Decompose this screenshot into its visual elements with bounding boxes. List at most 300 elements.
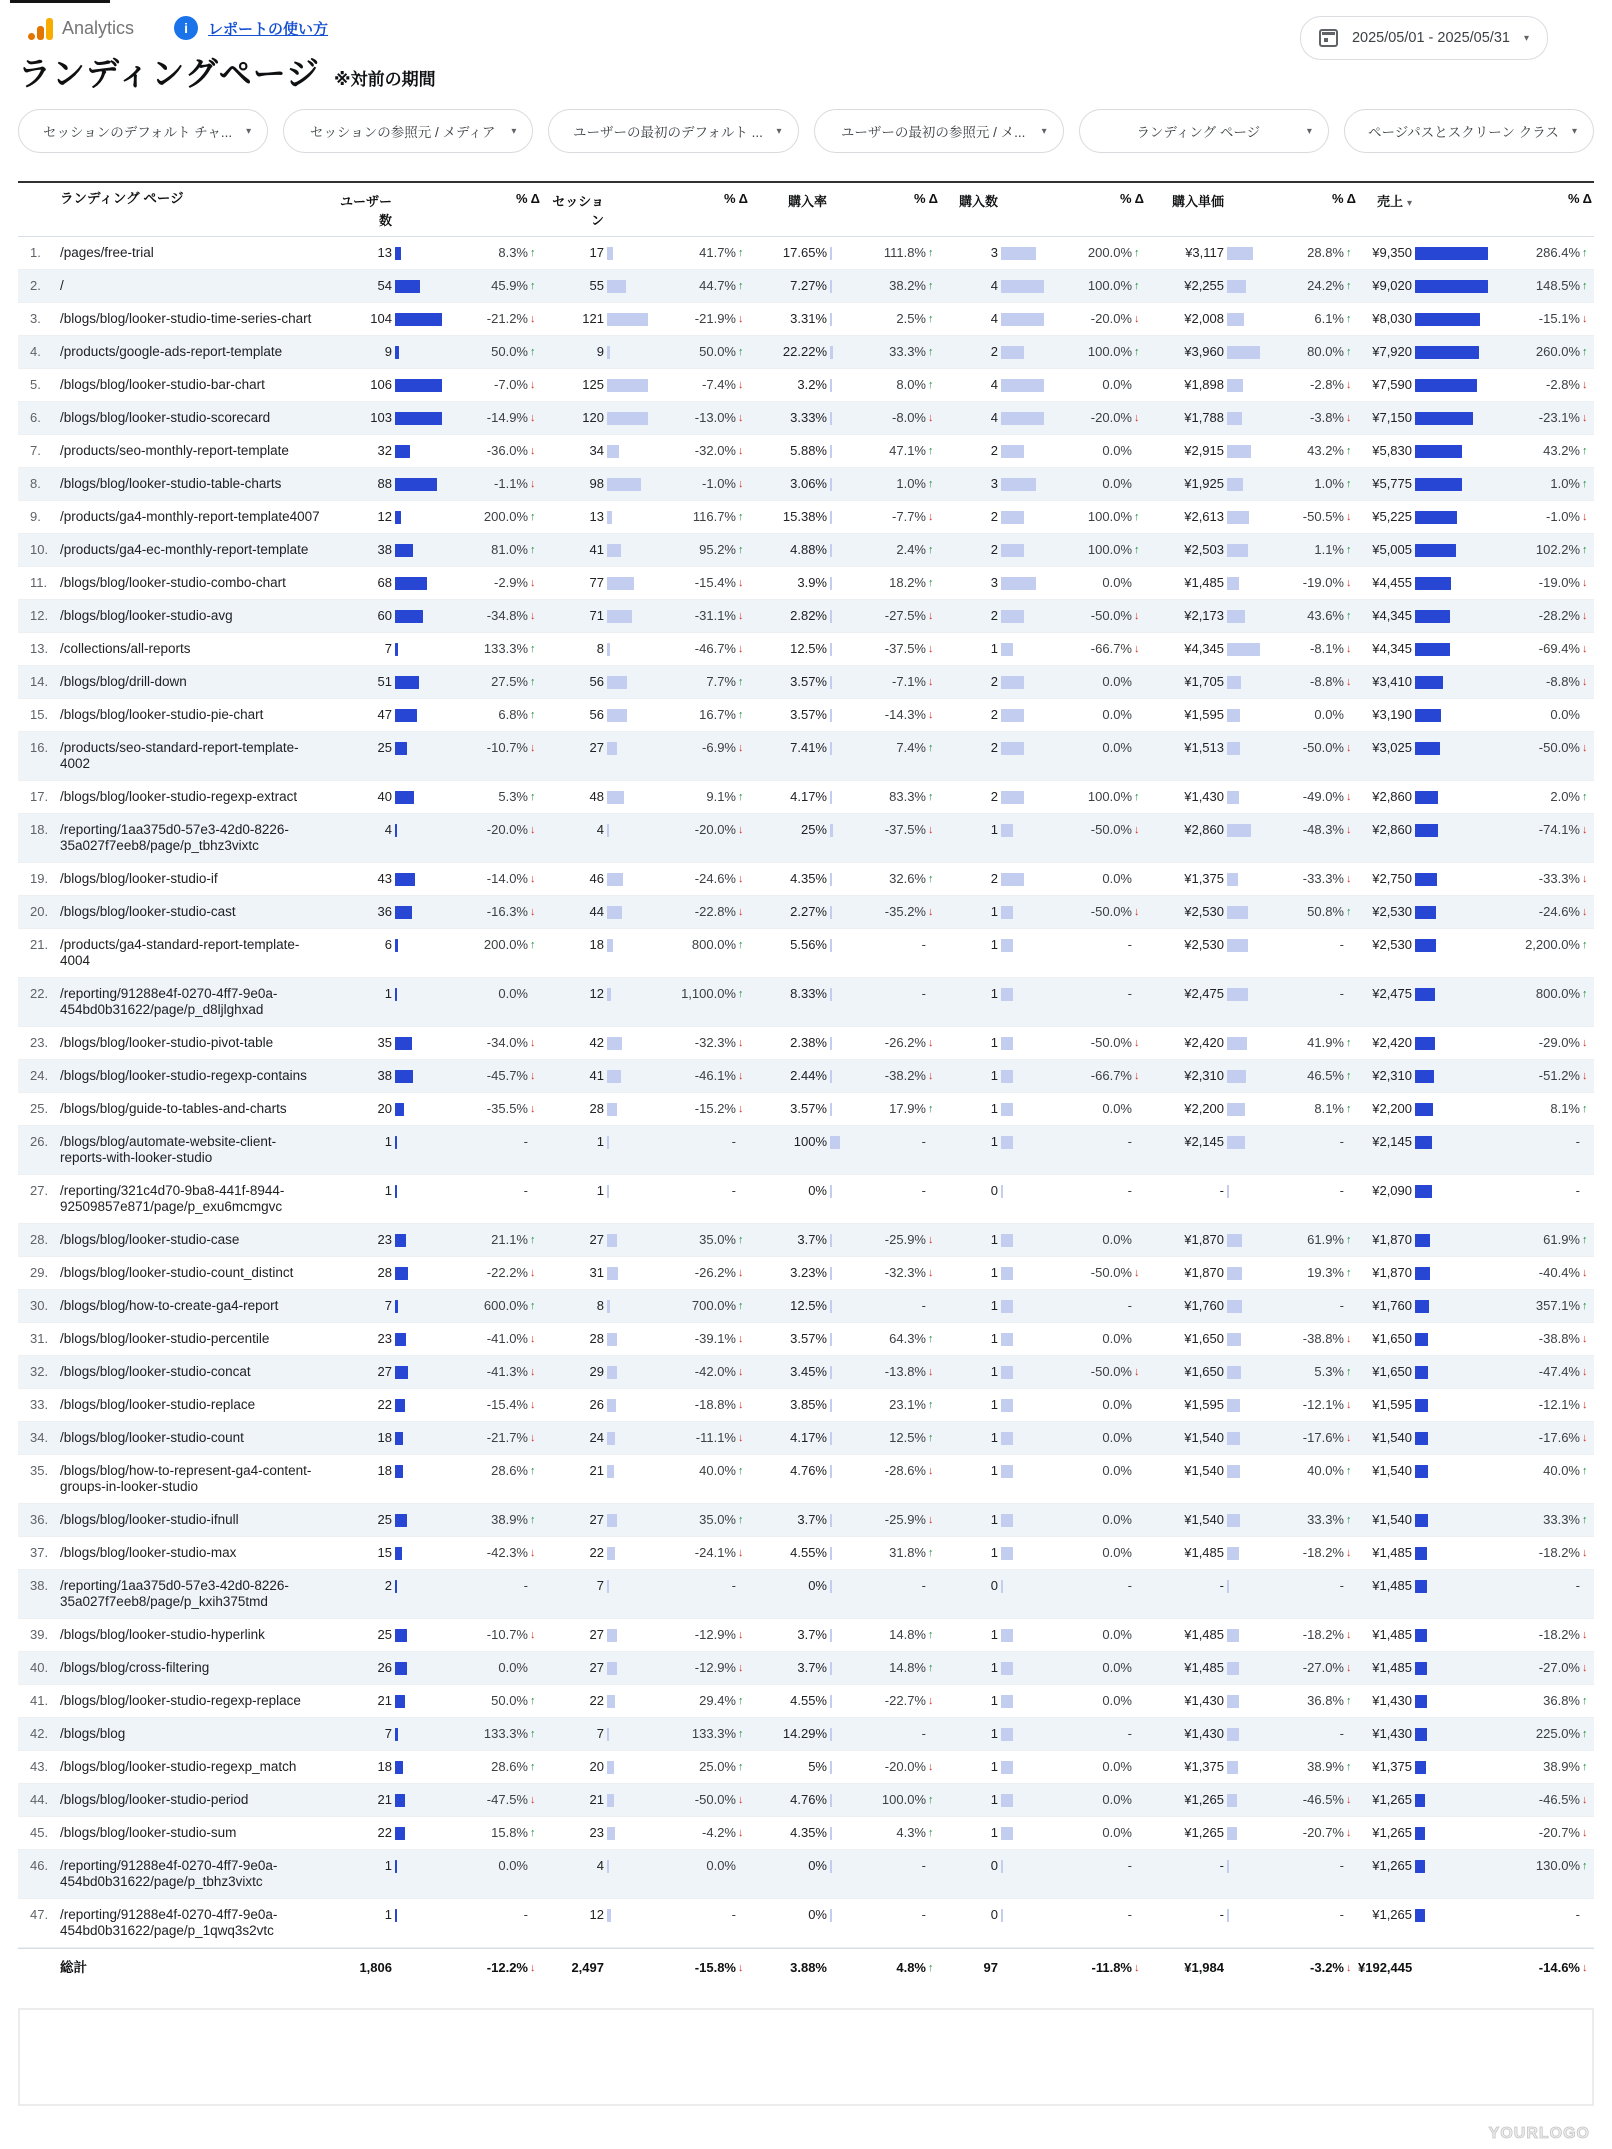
- users-delta-cell: -36.0% ↓: [442, 443, 542, 459]
- purchase-rate-delta-cell: 83.3% ↑: [840, 789, 940, 805]
- row-index: 31.: [30, 1331, 49, 1346]
- revenue-delta-cell: -15.1% ↓: [1488, 311, 1594, 327]
- value-bar: [1415, 280, 1488, 293]
- revenue-delta-cell: -12.1% ↓: [1488, 1397, 1594, 1413]
- down-arrow-icon: ↓: [530, 1366, 536, 1378]
- value-bar: [1001, 709, 1024, 722]
- up-arrow-icon: ↑: [530, 1695, 536, 1707]
- purchase-count-cell: 0: [940, 1907, 1044, 1923]
- value-bar: [1227, 1300, 1242, 1313]
- down-arrow-icon: ↓: [928, 1465, 934, 1477]
- revenue-delta-cell: -47.4% ↓: [1488, 1364, 1594, 1380]
- purchase-rate-delta-cell: 38.2% ↑: [840, 278, 940, 294]
- down-arrow-icon: ↓: [1582, 742, 1588, 754]
- down-arrow-icon: ↓: [1582, 1662, 1588, 1674]
- down-arrow-icon: ↓: [1346, 873, 1352, 885]
- revenue-delta-cell: 61.9% ↑: [1488, 1232, 1594, 1248]
- table-row: [18, 1570, 1594, 1619]
- purchase-rate-cell: 3.33%: [750, 410, 840, 426]
- purchase-count-cell: 1: [940, 1298, 1044, 1314]
- down-arrow-icon: ↓: [738, 1070, 744, 1082]
- value-bar: [607, 1037, 622, 1050]
- purchase-unit-price-delta-cell: -20.7% ↓: [1260, 1825, 1358, 1841]
- value-bar: [1415, 873, 1437, 886]
- down-arrow-icon: ↓: [530, 1070, 536, 1082]
- purchase-unit-price-cell: -: [1146, 1907, 1260, 1923]
- sessions-delta-cell: 41.7% ↑: [648, 245, 750, 261]
- value-bar: [607, 1366, 617, 1379]
- landing-page-cell: /blogs/blog/looker-studio-pivot-table: [60, 1035, 274, 1050]
- down-arrow-icon: ↓: [1582, 379, 1588, 391]
- table-row: [18, 1126, 1594, 1175]
- down-arrow-icon: ↓: [530, 906, 536, 918]
- down-arrow-icon: ↓: [738, 873, 744, 885]
- col-revenue[interactable]: 売上 ▾: [1376, 194, 1412, 209]
- purchase-unit-price-delta-cell: -: [1339, 937, 1344, 952]
- value-bar: [607, 1103, 617, 1116]
- purchase-unit-price-cell: ¥1,540: [1146, 1463, 1260, 1479]
- down-arrow-icon: ↓: [738, 1399, 744, 1411]
- purchase-rate-cell: 3.57%: [750, 1101, 840, 1117]
- down-arrow-icon: ↓: [1582, 1629, 1588, 1641]
- table-row: [18, 814, 1594, 863]
- down-arrow-icon: ↓: [928, 412, 934, 424]
- value-bar: [1227, 1333, 1241, 1346]
- filter-chip-1[interactable]: [283, 109, 533, 153]
- purchase-unit-price-cell: ¥2,613: [1146, 509, 1260, 525]
- purchase-count-cell: 1: [940, 641, 1044, 657]
- table-row: [18, 929, 1594, 978]
- value-bar: [1001, 1366, 1013, 1379]
- value-bar: [1227, 791, 1239, 804]
- revenue-delta-cell: 36.8% ↑: [1488, 1693, 1594, 1709]
- col-sessions-delta[interactable]: % Δ: [723, 191, 748, 206]
- down-arrow-icon: ↓: [530, 379, 536, 391]
- total-label: 総計: [60, 1960, 87, 1975]
- value-bar: [830, 1300, 832, 1313]
- purchase-count-cell: 1: [940, 986, 1044, 1002]
- up-arrow-icon: ↑: [1346, 1761, 1352, 1773]
- purchase-count-cell: 1: [940, 1265, 1044, 1281]
- value-bar: [1001, 1695, 1013, 1708]
- value-bar: [1001, 988, 1013, 1001]
- sessions-cell: 125: [542, 377, 648, 393]
- col-revenue-delta[interactable]: % Δ: [1567, 191, 1592, 206]
- value-bar: [830, 1860, 832, 1873]
- value-bar: [1415, 346, 1479, 359]
- purchase-rate-delta-cell: -25.9% ↓: [840, 1512, 940, 1528]
- value-bar: [607, 544, 621, 557]
- down-arrow-icon: ↓: [530, 824, 536, 836]
- filter-chip-3[interactable]: [814, 109, 1064, 153]
- up-arrow-icon: ↑: [1582, 1234, 1588, 1246]
- purchase-count-delta-cell: 0.0%: [1102, 871, 1132, 886]
- value-bar: [395, 1234, 406, 1247]
- value-bar: [1415, 445, 1462, 458]
- down-arrow-icon: ↓: [1134, 1037, 1140, 1049]
- value-bar: [830, 577, 832, 590]
- sessions-delta-cell: -18.8% ↓: [648, 1397, 750, 1413]
- purchase-count-cell: 1: [940, 1660, 1044, 1676]
- revenue-cell: ¥1,540: [1358, 1430, 1488, 1446]
- value-bar: [1001, 610, 1024, 623]
- revenue-cell: ¥7,590: [1358, 377, 1488, 393]
- purchase-count-delta-cell: 100.0% ↑: [1044, 542, 1146, 558]
- purchase-unit-price-delta-cell: 41.9% ↑: [1260, 1035, 1358, 1051]
- sessions-delta-cell: 0.0%: [706, 1858, 736, 1873]
- row-index: 22.: [30, 986, 49, 1001]
- up-arrow-icon: ↑: [1582, 1860, 1588, 1872]
- col-purchase-rate-delta[interactable]: % Δ: [913, 191, 938, 206]
- users-cell: 22: [332, 1397, 442, 1413]
- users-delta-cell: -10.7% ↓: [442, 1627, 542, 1643]
- row-index: 39.: [30, 1627, 49, 1642]
- down-arrow-icon: ↓: [1346, 1547, 1352, 1559]
- purchase-count-cell: 2: [940, 674, 1044, 690]
- row-index: 47.: [30, 1907, 49, 1922]
- purchase-rate-delta-cell: -25.9% ↓: [840, 1232, 940, 1248]
- page-subtitle: ※対前の期間: [334, 70, 436, 89]
- col-users-delta[interactable]: % Δ: [515, 191, 540, 206]
- up-arrow-icon: ↑: [1346, 313, 1352, 325]
- filter-chip-0[interactable]: [18, 109, 268, 153]
- up-arrow-icon: ↑: [928, 1103, 934, 1115]
- purchase-unit-price-cell: ¥1,265: [1146, 1792, 1260, 1808]
- revenue-cell: ¥1,485: [1358, 1660, 1488, 1676]
- down-arrow-icon: ↓: [1346, 676, 1352, 688]
- value-bar: [1415, 643, 1450, 656]
- table-row: [18, 501, 1594, 534]
- revenue-delta-cell: 225.0% ↑: [1488, 1726, 1594, 1742]
- down-arrow-icon: ↓: [928, 906, 934, 918]
- col-users[interactable]: ユーザー数: [339, 194, 392, 228]
- value-bar: [1001, 511, 1024, 524]
- up-arrow-icon: ↑: [1346, 1070, 1352, 1082]
- landing-page-cell: /blogs/blog/drill-down: [60, 674, 187, 689]
- users-delta-cell: 0.0%: [498, 986, 528, 1001]
- value-bar: [1227, 1580, 1229, 1593]
- purchase-unit-price-delta-cell: 36.8% ↑: [1260, 1693, 1358, 1709]
- up-arrow-icon: ↑: [738, 511, 744, 523]
- users-cell: 2: [332, 1578, 442, 1594]
- purchase-count-cell: 0: [940, 1578, 1044, 1594]
- purchase-rate-cell: 3.31%: [750, 311, 840, 327]
- col-landing-page[interactable]: ランディング ページ: [60, 191, 184, 206]
- purchase-unit-price-cell: ¥2,503: [1146, 542, 1260, 558]
- purchase-count-cell: 1: [940, 904, 1044, 920]
- purchase-rate-cell: 4.76%: [750, 1792, 840, 1808]
- filter-chip-2[interactable]: [548, 109, 798, 153]
- value-bar: [607, 1728, 609, 1741]
- row-index: 24.: [30, 1068, 49, 1083]
- users-cell: 23: [332, 1232, 442, 1248]
- value-bar: [830, 988, 832, 1001]
- filter-chip-5[interactable]: [1344, 109, 1594, 153]
- value-bar: [607, 346, 610, 359]
- revenue-delta-cell: 286.4% ↑: [1488, 245, 1594, 261]
- sessions-cell: 42: [542, 1035, 648, 1051]
- sessions-cell: 27: [542, 1627, 648, 1643]
- up-arrow-icon: ↑: [1582, 1761, 1588, 1773]
- users-cell: 15: [332, 1545, 442, 1561]
- down-arrow-icon: ↓: [928, 1695, 934, 1707]
- sessions-cell: 27: [542, 1660, 648, 1676]
- sessions-delta-cell: -42.0% ↓: [648, 1364, 750, 1380]
- value-bar: [1001, 1432, 1013, 1445]
- purchase-count-cell: 1: [940, 1726, 1044, 1742]
- value-bar: [830, 1136, 840, 1149]
- purchase-rate-delta-cell: 2.4% ↑: [840, 542, 940, 558]
- sessions-delta-cell: -13.0% ↓: [648, 410, 750, 426]
- purchase-rate-delta-cell: -22.7% ↓: [840, 1693, 940, 1709]
- purchase-rate-delta-cell: 31.8% ↑: [840, 1545, 940, 1561]
- purchase-count-cell: 1: [940, 1068, 1044, 1084]
- users-delta-cell: -12.2% ↓: [442, 1960, 542, 1976]
- report-help-link[interactable]: レポートの使い方: [208, 20, 329, 38]
- users-cell: 26: [332, 1660, 442, 1676]
- up-arrow-icon: ↑: [928, 791, 934, 803]
- purchase-count-delta-cell: -66.7% ↓: [1044, 641, 1146, 657]
- purchase-rate-cell: 3.7%: [750, 1660, 840, 1676]
- down-arrow-icon: ↓: [530, 577, 536, 589]
- down-arrow-icon: ↓: [530, 1267, 536, 1279]
- value-bar: [607, 1695, 615, 1708]
- revenue-cell: ¥7,150: [1358, 410, 1488, 426]
- value-bar: [607, 824, 609, 837]
- col-purchase-count-delta[interactable]: % Δ: [1119, 191, 1144, 206]
- value-bar: [830, 1827, 832, 1840]
- revenue-cell: ¥5,225: [1358, 509, 1488, 525]
- purchase-unit-price-delta-cell: -50.5% ↓: [1260, 509, 1358, 525]
- purchase-count-cell: 2: [940, 789, 1044, 805]
- col-purchase-unit-price[interactable]: 購入単価: [1171, 194, 1224, 209]
- filter-chip-label: セッションのデフォルト チャ...: [42, 125, 233, 140]
- purchase-rate-delta-cell: 4.3% ↑: [840, 1825, 940, 1841]
- up-arrow-icon: ↑: [530, 511, 536, 523]
- users-delta-cell: -34.8% ↓: [442, 608, 542, 624]
- sessions-cell: 8: [542, 1298, 648, 1314]
- revenue-delta-cell: -17.6% ↓: [1488, 1430, 1594, 1446]
- down-arrow-icon: ↓: [738, 643, 744, 655]
- value-bar: [1227, 1185, 1229, 1198]
- landing-page-cell: /blogs/blog/looker-studio-percentile: [60, 1331, 270, 1346]
- users-cell: 106: [332, 377, 442, 393]
- landing-page-cell: /reporting/321c4d70-9ba8-441f-8944-92509857e871/page/p_exu6mcmgvc: [60, 1183, 285, 1214]
- value-bar: [830, 742, 832, 755]
- value-bar: [830, 346, 833, 359]
- col-purchase-count[interactable]: 購入数: [958, 194, 998, 209]
- value-bar: [1415, 478, 1462, 491]
- users-delta-cell: -47.5% ↓: [442, 1792, 542, 1808]
- purchase-unit-price-delta-cell: 40.0% ↑: [1260, 1463, 1358, 1479]
- sessions-delta-cell: -: [731, 1134, 736, 1149]
- up-arrow-icon: ↑: [928, 1547, 934, 1559]
- value-bar: [830, 1728, 832, 1741]
- col-purchase-rate[interactable]: 購入率: [787, 194, 827, 209]
- down-arrow-icon: ↓: [1346, 824, 1352, 836]
- down-arrow-icon: ↓: [1346, 511, 1352, 523]
- sessions-delta-cell: -4.2% ↓: [648, 1825, 750, 1841]
- sessions-delta-cell: -12.9% ↓: [648, 1627, 750, 1643]
- value-bar: [830, 1580, 832, 1593]
- up-arrow-icon: ↑: [738, 791, 744, 803]
- landing-page-cell: /blogs/blog/looker-studio-regexp_match: [60, 1759, 297, 1774]
- value-bar: [1415, 1629, 1427, 1642]
- purchase-rate-delta-cell: 23.1% ↑: [840, 1397, 940, 1413]
- value-bar: [1001, 1728, 1013, 1741]
- landing-page-cell: /products/seo-monthly-report-template: [60, 443, 289, 458]
- purchase-count-cell: 2: [940, 542, 1044, 558]
- purchase-rate-delta-cell: 111.8% ↑: [840, 245, 940, 261]
- up-arrow-icon: ↑: [1346, 610, 1352, 622]
- value-bar: [607, 1794, 614, 1807]
- value-bar: [1415, 1399, 1428, 1412]
- value-bar: [607, 1399, 616, 1412]
- landing-page-cell: /products/seo-standard-report-template-4002: [60, 740, 299, 771]
- revenue-delta-cell: 102.2% ↑: [1488, 542, 1594, 558]
- revenue-cell: ¥1,870: [1358, 1232, 1488, 1248]
- purchase-rate-cell: 5.56%: [750, 937, 840, 953]
- up-arrow-icon: ↑: [928, 346, 934, 358]
- down-arrow-icon: ↓: [928, 1234, 934, 1246]
- filter-chip-4[interactable]: [1079, 109, 1329, 153]
- value-bar: [1001, 544, 1024, 557]
- value-bar: [1415, 379, 1477, 392]
- users-delta-cell: -: [523, 1578, 528, 1593]
- purchase-unit-price-cell: -: [1146, 1183, 1260, 1199]
- up-arrow-icon: ↑: [1134, 280, 1140, 292]
- value-bar: [1415, 1728, 1427, 1741]
- row-index: 26.: [30, 1134, 49, 1149]
- purchase-unit-price-delta-cell: -18.2% ↓: [1260, 1545, 1358, 1561]
- value-bar: [830, 445, 832, 458]
- purchase-unit-price-cell: ¥2,915: [1146, 443, 1260, 459]
- purchase-unit-price-cell: ¥1,485: [1146, 1660, 1260, 1676]
- sessions-delta-cell: -22.8% ↓: [648, 904, 750, 920]
- value-bar: [1227, 1432, 1240, 1445]
- purchase-rate-cell: 3.7%: [750, 1627, 840, 1643]
- purchase-unit-price-cell: ¥1,485: [1146, 1627, 1260, 1643]
- purchase-count-delta-cell: -: [1127, 937, 1132, 952]
- row-index: 9.: [30, 509, 41, 524]
- purchase-count-cell: 1: [940, 1545, 1044, 1561]
- sessions-cell: 41: [542, 542, 648, 558]
- down-arrow-icon: ↓: [738, 824, 744, 836]
- revenue-delta-cell: -2.8% ↓: [1488, 377, 1594, 393]
- revenue-cell: ¥4,345: [1358, 641, 1488, 657]
- down-arrow-icon: ↓: [738, 412, 744, 424]
- table-row: [18, 1422, 1594, 1455]
- down-arrow-icon: ↓: [1134, 610, 1140, 622]
- value-bar: [607, 906, 622, 919]
- purchase-rate-cell: 3.57%: [750, 707, 840, 723]
- purchase-count-cell: 1: [940, 1134, 1044, 1150]
- purchase-unit-price-cell: ¥1,705: [1146, 674, 1260, 690]
- purchase-count-cell: 1: [940, 1792, 1044, 1808]
- users-cell: 22: [332, 1825, 442, 1841]
- purchase-rate-cell: 5.88%: [750, 443, 840, 459]
- purchase-unit-price-delta-cell: -2.8% ↓: [1260, 377, 1358, 393]
- value-bar: [1001, 1037, 1013, 1050]
- down-arrow-icon: ↓: [738, 1366, 744, 1378]
- purchase-rate-delta-cell: -: [921, 1726, 926, 1741]
- col-purchase-unit-price-delta[interactable]: % Δ: [1331, 191, 1356, 206]
- purchase-rate-delta-cell: -38.2% ↓: [840, 1068, 940, 1084]
- down-arrow-icon: ↓: [1346, 1794, 1352, 1806]
- users-cell: 88: [332, 476, 442, 492]
- users-delta-cell: 15.8% ↑: [442, 1825, 542, 1841]
- purchase-rate-delta-cell: -26.2% ↓: [840, 1035, 940, 1051]
- down-arrow-icon: ↓: [1134, 1962, 1140, 1974]
- row-index: 19.: [30, 871, 49, 886]
- revenue-cell: ¥5,830: [1358, 443, 1488, 459]
- down-arrow-icon: ↓: [738, 379, 744, 391]
- row-index: 12.: [30, 608, 49, 623]
- date-range-picker[interactable]: [1300, 16, 1548, 60]
- revenue-delta-cell: -74.1% ↓: [1488, 822, 1594, 838]
- purchase-rate-delta-cell: 14.8% ↑: [840, 1627, 940, 1643]
- purchase-rate-cell: 4.55%: [750, 1693, 840, 1709]
- purchase-rate-delta-cell: -14.3% ↓: [840, 707, 940, 723]
- purchase-unit-price-cell: ¥3,960: [1146, 344, 1260, 360]
- revenue-cell: ¥1,485: [1358, 1578, 1488, 1594]
- row-index: 7.: [30, 443, 41, 458]
- sessions-delta-cell: 40.0% ↑: [648, 1463, 750, 1479]
- landing-page-table: [18, 181, 1594, 1988]
- value-bar: [1227, 445, 1251, 458]
- table-row: [18, 1356, 1594, 1389]
- sessions-delta-cell: -: [731, 1578, 736, 1593]
- purchase-count-delta-cell: 0.0%: [1102, 476, 1132, 491]
- down-arrow-icon: ↓: [530, 1037, 536, 1049]
- value-bar: [395, 1399, 405, 1412]
- sessions-delta-cell: 7.7% ↑: [648, 674, 750, 690]
- value-bar: [1001, 1465, 1013, 1478]
- up-arrow-icon: ↑: [530, 791, 536, 803]
- value-bar: [1001, 577, 1036, 590]
- value-bar: [1001, 1860, 1003, 1873]
- sessions-cell: 1: [542, 1134, 648, 1150]
- purchase-unit-price-cell: ¥1,595: [1146, 1397, 1260, 1413]
- row-index: 1.: [30, 245, 41, 260]
- down-arrow-icon: ↓: [530, 1547, 536, 1559]
- revenue-delta-cell: 1.0% ↑: [1488, 476, 1594, 492]
- up-arrow-icon: ↑: [1582, 791, 1588, 803]
- revenue-delta-cell: -: [1575, 1907, 1580, 1922]
- table-row: [18, 1504, 1594, 1537]
- purchase-count-delta-cell: -50.0% ↓: [1044, 1265, 1146, 1281]
- value-bar: [1001, 742, 1024, 755]
- users-delta-cell: 38.9% ↑: [442, 1512, 542, 1528]
- down-arrow-icon: ↓: [928, 1761, 934, 1773]
- users-delta-cell: 133.3% ↑: [442, 641, 542, 657]
- landing-page-cell: /blogs/blog/looker-studio-regexp-contains: [60, 1068, 307, 1083]
- col-sessions[interactable]: セッション: [552, 194, 604, 228]
- users-cell: 23: [332, 1331, 442, 1347]
- purchase-unit-price-cell: ¥2,860: [1146, 822, 1260, 838]
- purchase-count-cell: 0: [940, 1858, 1044, 1874]
- value-bar: [830, 313, 832, 326]
- value-bar: [1001, 1761, 1013, 1774]
- sessions-cell: 98: [542, 476, 648, 492]
- users-cell: 28: [332, 1265, 442, 1281]
- value-bar: [1415, 247, 1488, 260]
- revenue-cell: ¥1,430: [1358, 1726, 1488, 1742]
- landing-page-cell: /reporting/1aa375d0-57e3-42d0-8226-35a027f7eeb8/page/p_kxih375tmd: [60, 1578, 289, 1609]
- sessions-cell: 56: [542, 707, 648, 723]
- down-arrow-icon: ↓: [928, 824, 934, 836]
- row-index: 38.: [30, 1578, 49, 1593]
